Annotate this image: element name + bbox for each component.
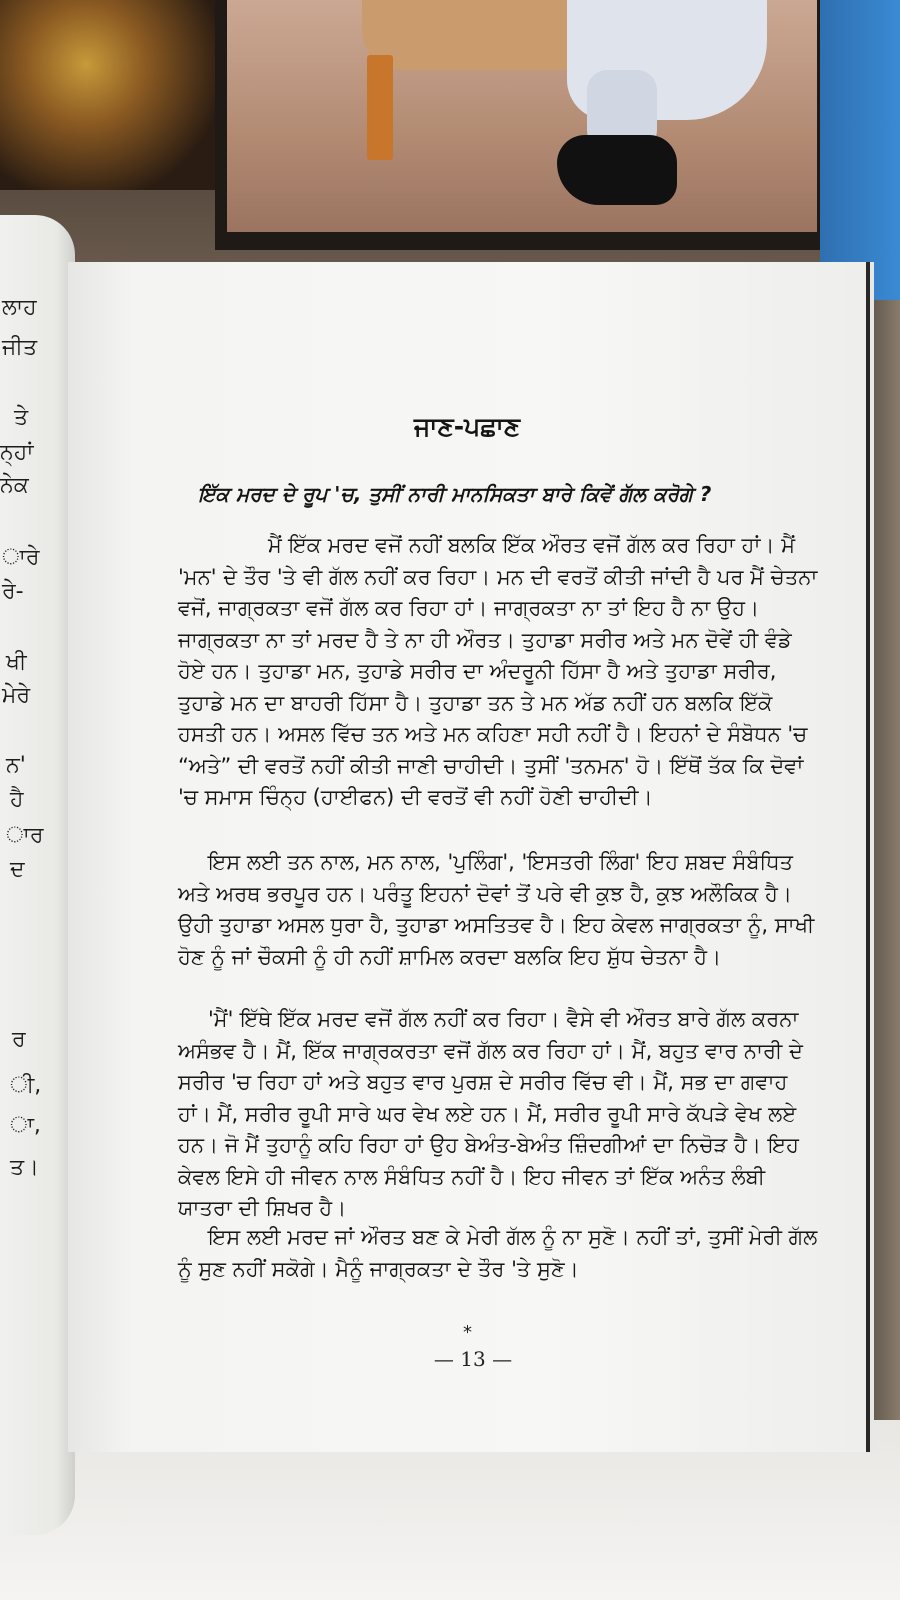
left-page-fragment: ਾਰ bbox=[6, 823, 44, 848]
left-page-fragment: ਨ੍ਹਾਂ bbox=[0, 440, 34, 465]
left-page-fragment: ੀ, bbox=[10, 1073, 42, 1098]
paragraph-text: ਮੈਂ ਇੱਕ ਮਰਦ ਵਜੋਂ ਨਹੀਂ ਬਲਕਿ ਇੱਕ ਔਰਤ ਵਜੋਂ ਗੱਲ ਕਰ ਰਿਹਾ ਹਾਂ। ਮੈਂ 'ਮਨ' ਦੇ ਤੌਰ 'ਤੇ ਵੀ ਗੱਲ ਨਹੀਂ ਕਰ ਰਿਹਾ। ਮਨ ਦੀ ਵਰਤੋਂ ਕੀਤੀ ਜਾਂਦੀ ਹੈ ਪਰ ਮੈਂ ਚੇਤਨਾ ਵਜੋਂ, ਜਾਗ੍ਰਕਤਾ ਵਜੋਂ ਗੱਲ ਕਰ ਰਿਹਾ ਹਾਂ। ਜਾਗ੍ਰਕਤਾ ਨਾ ਤਾਂ ਇਹ ਹੈ ਨਾ ਉਹ। ਜਾਗ੍ਰਕਤਾ ਨਾ ਤਾਂ ਮਰਦ ਹੈ ਤੇ ਨਾ ਹੀ ਔਰਤ। ਤੁਹਾਡਾ ਸਰੀਰ ਅਤੇ ਮਨ ਦੋਵੇਂ ਹੀ ਵੰਡੇ ਹੋਏ ਹਨ। ਤੁਹਾਡਾ ਮਨ, ਤੁਹਾਡੇ ਸਰੀਰ ਦਾ ਅੰਦਰੂਨੀ ਹਿੱਸਾ ਹੈ ਅਤੇ ਤੁਹਾਡਾ ਸਰੀਰ, ਤੁਹਾਡੇ ਮਨ ਦਾ ਬਾਹਰੀ ਹਿੱਸਾ ਹੈ। ਤੁਹਾਡਾ ਤਨ ਤੇ ਮਨ ਅੱਡ ਨਹੀਂ ਹਨ ਬਲਕਿ ਇੱਕੋ ਹਸਤੀ ਹਨ। ਅਸਲ ਵਿੱਚ ਤਨ ਅਤੇ ਮਨ ਕਹਿਣਾ ਸਹੀ ਨਹੀਂ ਹੈ। ਇਹਨਾਂ ਦੇ ਸੰਬੋਧਨ 'ਚ “ਅਤੇ” ਦੀ ਵਰਤੋਂ ਨਹੀਂ ਕੀਤੀ ਜਾਣੀ ਚਾਹੀਦੀ। ਤੁਸੀਂ 'ਤਨਮਨ' ਹੋ। ਇੱਥੋਂ ਤੱਕ ਕਿ ਦੋਵਾਂ 'ਚ ਸਮਾਸ ਚਿੰਨ੍ਹ (ਹਾਈਫਨ) ਦੀ ਵਰਤੋਂ ਵੀ ਨਹੀਂ ਹੋਣੀ ਚਾਹੀਦੀ। bbox=[178, 533, 818, 809]
black-shoe bbox=[557, 135, 677, 205]
picture-frame bbox=[215, 0, 835, 250]
left-page-fragment: ਖੀ bbox=[6, 650, 27, 675]
book-page bbox=[68, 262, 866, 1452]
paragraph-text: ਇਸ ਲਈ ਤਨ ਨਾਲ, ਮਨ ਨਾਲ, 'ਪੁਲਿੰਗ', 'ਇਸਤਰੀ ਲਿੰਗ' ਇਹ ਸ਼ਬਦ ਸੰਬੰਧਿਤ ਅਤੇ ਅਰਥ ਭਰਪੂਰ ਹਨ। ਪਰੰਤੂ ਇਹਨਾਂ ਦੋਵਾਂ ਤੋਂ ਪਰੇ ਵੀ ਕੁਝ ਹੈ, ਕੁਝ ਅਲੌਕਿਕ ਹੈ। ਉਹੀ ਤੁਹਾਡਾ ਅਸਲ ਧੁਰਾ ਹੈ, ਤੁਹਾਡਾ ਅਸਤਿਤਵ ਹੈ। ਇਹ ਕੇਵਲ ਜਾਗ੍ਰਕਤਾ ਨੂੰ, ਸਾਖੀ ਹੋਣ ਨੂੰ ਜਾਂ ਚੌਕਸੀ ਨੂੰ ਹੀ ਨਹੀਂ ਸ਼ਾਮਿਲ ਕਰਦਾ ਬਲਕਿ ਇਹ ਸ਼ੁੱਧ ਚੇਤਨਾ ਹੈ। bbox=[178, 850, 815, 969]
chapter-question: ਇੱਕ ਮਰਦ ਦੇ ਰੂਪ 'ਚ, ਤੁਸੀਂ ਨਾਰੀ ਮਾਨਸਿਕਤਾ ਬਾਰੇ ਕਿਵੇਂ ਗੱਲ ਕਰੋਗੇ ? bbox=[198, 482, 712, 506]
left-picture-frame bbox=[0, 0, 215, 215]
page-number: — 13 — bbox=[433, 1347, 513, 1371]
left-page-fragment: ਰ bbox=[12, 1027, 26, 1052]
left-page-fragment: ਤ। bbox=[10, 1155, 39, 1180]
left-page-fragment: ਾਰੇ bbox=[2, 545, 40, 570]
chair-seat bbox=[362, 0, 602, 70]
left-page-fragment: ਨੇਕ bbox=[0, 473, 29, 498]
paragraph-text: 'ਮੈਂ' ਇੱਥੇ ਇੱਕ ਮਰਦ ਵਜੋਂ ਗੱਲ ਨਹੀਂ ਕਰ ਰਿਹਾ। ਵੈਸੇ ਵੀ ਔਰਤ ਬਾਰੇ ਗੱਲ ਕਰਨਾ ਅਸੰਭਵ ਹੈ। ਮੈਂ, ਇੱਕ ਜਾਗ੍ਰਕਰਤਾ ਵਜੋਂ ਗੱਲ ਕਰ ਰਿਹਾ ਹਾਂ। ਮੈਂ, ਬਹੁਤ ਵਾਰ ਨਾਰੀ ਦੇ ਸਰੀਰ 'ਚ ਰਿਹਾ ਹਾਂ ਅਤੇ ਬਹੁਤ ਵਾਰ ਪੁਰਸ਼ ਦੇ ਸਰੀਰ ਵਿੱਚ ਵੀ। ਮੈਂ, ਸਭ ਦਾ ਗਵਾਹ ਹਾਂ। ਮੈਂ, ਸਰੀਰ ਰੂਪੀ ਸਾਰੇ ਘਰ ਵੇਖ ਲਏ ਹਨ। ਮੈਂ, ਸਰੀਰ ਰੂਪੀ ਸਾਰੇ ਕੱਪੜੇ ਵੇਖ ਲਏ ਹਨ। ਜੋ ਮੈਂ ਤੁਹਾਨੂੰ ਕਹਿ ਰਿਹਾ ਹਾਂ ਉਹ ਬੇਅੰਤ-ਬੇਅੰਤ ਜ਼ਿੰਦਗੀਆਂ ਦਾ ਨਿਚੋੜ ਹੈ। ਇਹ ਕੇਵਲ ਇਸੇ ਹੀ ਜੀਵਨ ਨਾਲ ਸੰਬੰਧਿਤ ਨਹੀਂ ਹੈ। ਇਹ ਜੀਵਨ ਤਾਂ ਇੱਕ ਅਨੰਤ ਲੰਬੀ ਯਾਤਰਾ ਦੀ ਸ਼ਿਖਰ ਹੈ। bbox=[178, 1007, 803, 1220]
left-page bbox=[0, 215, 75, 1535]
left-page-fragment: ਮੇਰੇ bbox=[2, 683, 31, 708]
paragraph-text: ਇਸ ਲਈ ਮਰਦ ਜਾਂ ਔਰਤ ਬਣ ਕੇ ਮੇਰੀ ਗੱਲ ਨੂੰ ਨਾ ਸੁਣੋ। ਨਹੀਂ ਤਾਂ, ਤੁਸੀਂ ਮੇਰੀ ਗੱਲ ਨੂੰ ਸੁਣ ਨਹੀਂ ਸਕੋਗੇ। ਮੈਨੂੰ ਜਾਗ੍ਰਕਤਾ ਦੇ ਤੌਰ 'ਤੇ ਸੁਣੋ। bbox=[178, 1225, 818, 1281]
left-page-fragment: ਜੀਤ bbox=[2, 335, 38, 360]
left-page-fragment: ਲਾਹ bbox=[2, 295, 37, 320]
left-page-fragment: ਦ bbox=[10, 857, 25, 882]
paragraph bbox=[178, 1004, 818, 1225]
blue-object bbox=[820, 0, 900, 300]
chapter-heading: ਜਾਣ-ਪਛਾਣ bbox=[413, 412, 521, 441]
left-page-fragment: ਨ' bbox=[6, 753, 26, 778]
chair-leg bbox=[367, 55, 393, 160]
paragraph bbox=[178, 530, 818, 814]
left-page-fragment: ਾ, bbox=[10, 1113, 41, 1138]
section-separator: * bbox=[463, 1322, 472, 1343]
left-page-fragment: ਤੇ bbox=[14, 405, 29, 430]
paragraph bbox=[178, 847, 818, 973]
left-page-fragment: ਹੈ bbox=[10, 787, 24, 812]
left-page-fragment: ਰੇ- bbox=[2, 579, 24, 604]
framed-photo bbox=[227, 0, 817, 232]
paragraph bbox=[178, 1222, 818, 1285]
